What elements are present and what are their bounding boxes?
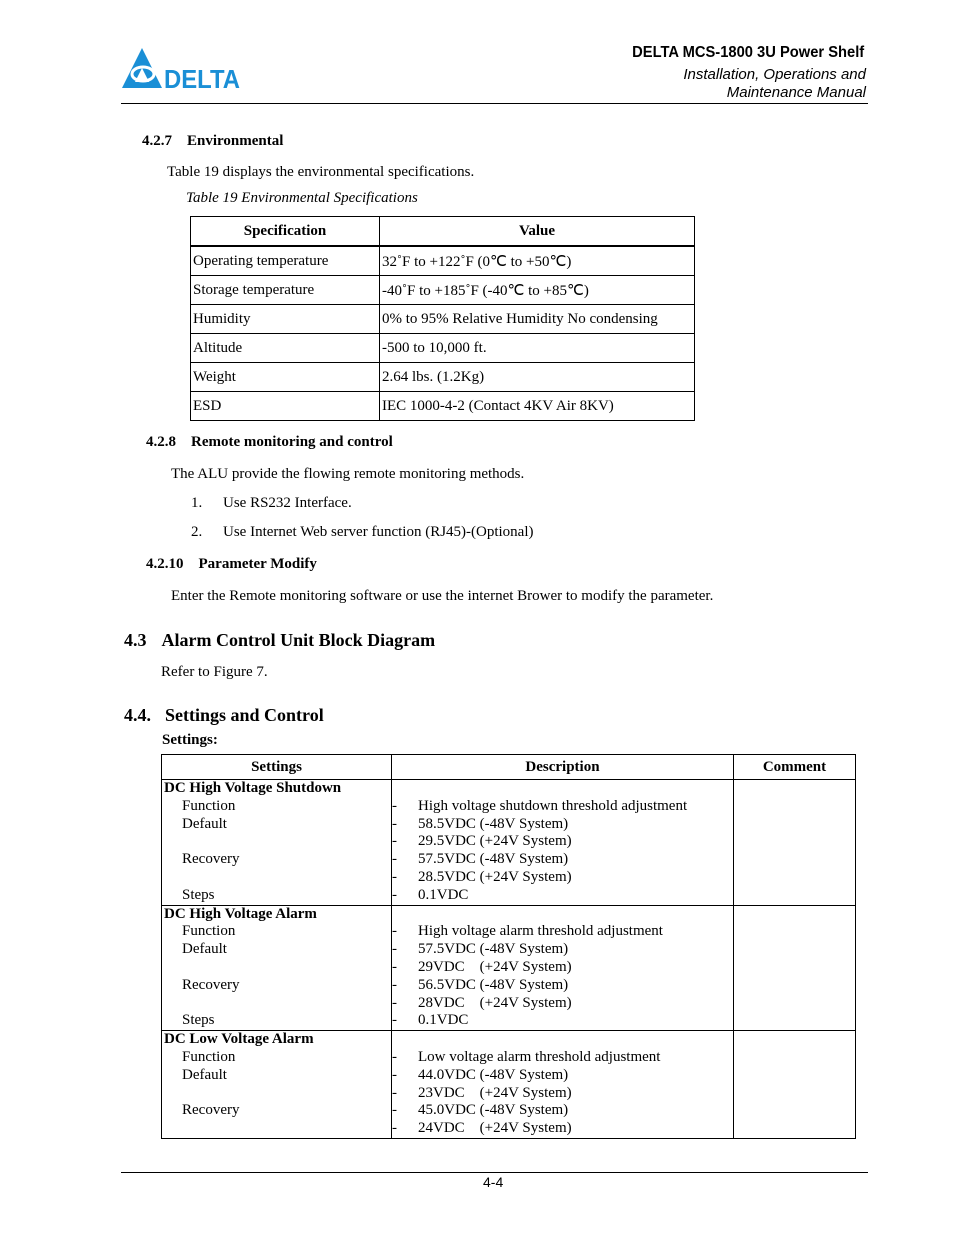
comment-cell (734, 905, 856, 1031)
remote-intro: The ALU provide the flowing remote monitoring methods. (171, 466, 525, 482)
heading-number: 4.2.7 (142, 133, 172, 149)
spec-cell: Storage temperature (191, 276, 380, 305)
setting-label (162, 959, 391, 977)
table-row (162, 1031, 856, 1139)
environmental-table (190, 216, 695, 421)
description-text: 29.5VDC (+24V System) (418, 833, 572, 850)
heading-4-2-8 (146, 434, 393, 451)
description-cell: - Low voltage alarm threshold adjustment - 44.0VDC (-48V System) - 23VDC (+24V System) - 45.0VDC (-48V System) - 24VDC (+24V System) (392, 1031, 734, 1139)
brand-wordmark: DELTA (164, 64, 241, 90)
heading-text: Settings and Control (165, 705, 324, 725)
description-text: 28VDC (+24V System) (418, 994, 572, 1011)
table-row (191, 363, 695, 392)
description-cell: - High voltage alarm threshold adjustment - 57.5VDC (-48V System) - 29VDC (+24V System) - 56.5VDC (-48V System) - 28VDC (+24V System) - 0.1VDC (392, 905, 734, 1031)
setting-label (162, 1120, 391, 1138)
document-subtitle-line1: Installation, Operations and (683, 66, 866, 83)
spec-cell: Weight (191, 363, 380, 392)
description-text: 23VDC (+24V System) (418, 1084, 572, 1101)
setting-label (162, 869, 391, 887)
heading-number: 4.2.10 (146, 556, 184, 572)
description-cell: - High voltage shutdown threshold adjustment - 58.5VDC (-48V System) - 29.5VDC (+24V System) - 57.5VDC (-48V System) - 28.5VDC (+24V System) - 0.1VDC (392, 780, 734, 906)
setting-label: Default (182, 815, 227, 832)
value-cell: 32˚F to +122˚F (0℃ to +50℃) (380, 246, 695, 276)
setting-label: Default (182, 1066, 227, 1083)
delta-logo (122, 46, 242, 90)
description-text: High voltage alarm threshold adjustment (418, 923, 663, 940)
setting-label (162, 1085, 391, 1103)
description-text: 29VDC (+24V System) (418, 958, 572, 975)
spec-cell: Humidity (191, 305, 380, 334)
description-text: 28.5VDC (+24V System) (418, 868, 572, 885)
description-text: 24VDC (+24V System) (418, 1120, 572, 1137)
description-text: 45.0VDC (-48V System) (418, 1102, 569, 1119)
value-cell: -40˚F to +185˚F (-40℃ to +85℃) (380, 276, 695, 305)
setting-label: Recovery (182, 1102, 240, 1119)
heading-4-2-7 (142, 133, 283, 150)
heading-4-2-10 (146, 556, 317, 573)
list-item (191, 495, 352, 512)
footer-rule (121, 1172, 868, 1173)
list-number: 1. (191, 495, 203, 511)
document-subtitle-line2: Maintenance Manual (726, 84, 866, 101)
table-row (191, 334, 695, 363)
env-intro: Table 19 displays the environmental specifications. (167, 164, 475, 180)
table-header-row (191, 217, 695, 247)
parameter-text: Enter the Remote monitoring software or use the internet Brower to modify the parameter. (171, 588, 714, 604)
setting-label: Recovery (182, 851, 240, 868)
table-row (191, 276, 695, 305)
heading-4-3 (124, 630, 435, 651)
setting-label: Default (182, 941, 227, 958)
table-caption: Table 19 Environmental Specifications (186, 190, 418, 206)
list-item (191, 524, 534, 541)
setting-label: Steps (182, 886, 215, 903)
heading-4-4 (124, 705, 324, 726)
setting-label (162, 833, 391, 851)
settings-cell (162, 780, 392, 906)
list-text: Use Internet Web server function (RJ45)-(Optional) (223, 524, 534, 540)
table-row (191, 305, 695, 334)
description-text: 58.5VDC (-48V System) (418, 815, 569, 832)
value-cell: 0% to 95% Relative Humidity No condensing (380, 305, 695, 334)
value-cell: IEC 1000-4-2 (Contact 4KV Air 8KV) (380, 392, 695, 421)
heading-text: Parameter Modify (198, 556, 317, 572)
description-text: 56.5VDC (-48V System) (418, 976, 569, 993)
comment-cell (734, 780, 856, 906)
setting-label: Function (182, 1048, 236, 1065)
column-header-specification: Specification (191, 217, 380, 247)
column-header-comment: Comment (734, 755, 856, 780)
description-text: 57.5VDC (-48V System) (418, 851, 569, 868)
group-title: DC High Voltage Alarm (164, 905, 317, 922)
description-text: High voltage shutdown threshold adjustment (418, 797, 688, 814)
figure-reference: Refer to Figure 7. (161, 664, 268, 680)
description-text: 0.1VDC (418, 1012, 469, 1029)
spec-cell: Operating temperature (191, 246, 380, 276)
table-row (162, 905, 856, 1031)
list-text: Use RS232 Interface. (223, 495, 352, 511)
document-title: DELTA MCS-1800 3U Power Shelf (631, 44, 864, 61)
settings-cell (162, 905, 392, 1031)
settings-table (161, 754, 856, 1139)
table-row (162, 780, 856, 906)
value-cell: 2.64 lbs. (1.2Kg) (380, 363, 695, 392)
list-number: 2. (191, 524, 203, 540)
heading-text: Remote monitoring and control (191, 434, 393, 450)
page-number: 4-4 (483, 1174, 504, 1190)
spec-cell: Altitude (191, 334, 380, 363)
column-header-value: Value (380, 217, 695, 247)
setting-label (162, 995, 391, 1013)
setting-label: Steps (182, 1012, 215, 1029)
header-rule (121, 103, 868, 104)
settings-label: Settings: (162, 732, 218, 748)
heading-number: 4.2.8 (146, 434, 176, 450)
column-header-settings: Settings (162, 755, 392, 780)
description-text: Low voltage alarm threshold adjustment (418, 1048, 661, 1065)
heading-text: Environmental (187, 133, 284, 149)
value-cell: -500 to 10,000 ft. (380, 334, 695, 363)
heading-text: Alarm Control Unit Block Diagram (161, 630, 436, 650)
table-row (191, 392, 695, 421)
description-text: 44.0VDC (-48V System) (418, 1066, 569, 1083)
setting-label: Function (182, 797, 236, 814)
description-text: 57.5VDC (-48V System) (418, 941, 569, 958)
setting-label: Function (182, 923, 236, 940)
table-row (191, 246, 695, 276)
spec-cell: ESD (191, 392, 380, 421)
comment-cell (734, 1031, 856, 1139)
setting-label: Recovery (182, 976, 240, 993)
group-title: DC Low Voltage Alarm (164, 1031, 314, 1048)
table-header-row (162, 755, 856, 780)
group-title: DC High Voltage Shutdown (164, 780, 342, 796)
heading-number: 4.3 (124, 630, 147, 650)
heading-number: 4.4. (124, 705, 151, 725)
description-text: 0.1VDC (418, 886, 469, 903)
column-header-description: Description (392, 755, 734, 780)
settings-cell (162, 1031, 392, 1139)
